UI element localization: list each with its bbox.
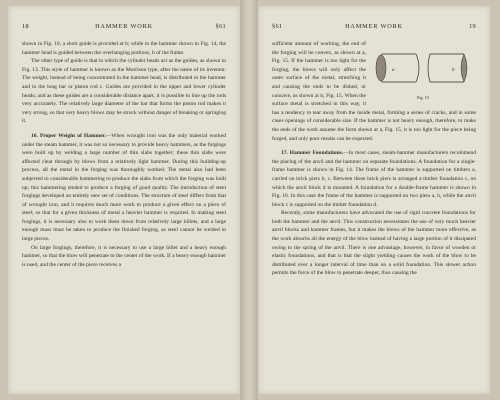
paragraph: On large forgings, therefore, it is necessary to use a large billet and a heavy enough hammer, so that the blow will penetrate to the center of the work. If a heavy enough hammer is used, and the center of the piece receives a bbox=[22, 244, 226, 268]
paragraph: Recently, some manufacturers have advocated the use of rigid concrete foundations for both the hammer and the anvil. This construction necessitates the use of very much heavier anvil blocks and hammer frames, but it makes the blows of the hammer more effective, as the work absorbs all the energy of the blow instead of having a large portion of it dissipated owing to the spring of the anvil. There is one advantage, however, in favor of wooden or elastic foundations, and that is that the slight yielding causes the work of the blow to be distributed over a longer interval of time than on a solid foundation. This slower action permits the force of the blow to penetrate deeper, thus causing the bbox=[272, 210, 476, 277]
right-page bbox=[258, 6, 490, 394]
right-page-body bbox=[272, 40, 476, 278]
section-marker: §61 bbox=[272, 23, 283, 30]
concave-end-shading bbox=[461, 54, 467, 82]
figure-label-a: a bbox=[392, 68, 395, 73]
section-heading: 16. Proper Weight of Hammer. bbox=[31, 132, 106, 139]
section-text: —When wrought iron was the only material worked under the steam hammer, it was not so necessary to provide heavy hammers, as the forgings were built up by welding a large number of thin slabs together; these thin slabs were affected clear through by blows from a relatively light hammer. During this building-up process, all the metal in the forging was thoroughly worked. The metal also had been subjected to considerable hammering to produce the slabs from which the forging was built up; this hammering tended to produce a forging of good quality. The introduction of steel forgings developed an entirely new set of conditions. The structure of steel differs from that of wrought iron, and it requires much more work to produce a given effect on a piece of steel; so that for a given thickness of metal a heavier hammer is required. In making steel forgings, it is necessary also to work them down from relatively large billets, and a large enough mass must be taken to produce the finished forging, as steel cannot be welded in large pieces. bbox=[22, 132, 226, 243]
section-paragraph bbox=[272, 149, 476, 209]
right-page-header bbox=[272, 23, 476, 33]
running-head: HAMMER WORK bbox=[345, 23, 403, 30]
paragraph: sufficient amount of working, the end of the forging will be convex, as shown at a, Fig. 15. If the hammer is too light for the forging, the blows will only affect the outer surface of the metal, stretching it and causing the ends to be dished, or concave, as shown at b, Fig. 15. When the surface metal is stretched in this way, it has a tendency to tear away from the inside metal, forming a series of cracks, and in some cases openings of considerable size. If the hammer is not heavy enough, therefore, to make the ends of the work assume the form shown at a, Fig. 15, it is too light for the piece being forged, and only poor results can be expected. bbox=[272, 41, 476, 142]
section-text: —In most cases, steam-hammer manufacturers recommend the placing of the anvil and the hammer on separate foundations. A foundation for a single-frame hammer is shown in Fig. 14. The frame of the hammer is supported on timbers a, carried on brick piers b, c. Between these brick piers is arranged a timber foundation c, on which the anvil block d is mounted. A foundation for a double-frame hammer is shown in Fig. 16. In this case the frame of the hammer is supported on two piers a, b, while the anvil block c is supported on the timber foundation d. bbox=[272, 150, 476, 208]
running-head: HAMMER WORK bbox=[95, 23, 153, 30]
figure-label-b: b bbox=[452, 68, 455, 73]
bar-break-right bbox=[428, 54, 430, 82]
page-number: 18 bbox=[22, 23, 29, 30]
convex-end-shading bbox=[376, 55, 386, 81]
bar-break-left bbox=[416, 54, 419, 82]
figure-caption: Fig. 15 bbox=[417, 95, 429, 100]
section-heading: 17. Hammer Foundations. bbox=[281, 150, 344, 157]
left-page-header bbox=[22, 23, 226, 33]
book-gutter bbox=[240, 0, 258, 400]
paragraph: The other type of guide is that in which the cylinder heads act as the guides, as shown in Fig. 13. This style of hammer is known as the Morrison type, after the name of its inventor. The weight, instead of being concentrated in the hammer head, is distributed in the hammer and in the long bar or piston rod c. Guides are provided in the upper and lower cylinder heads; and as these guides are a considerable distance apart, it is possible to line up the rods very accurately. The relatively large diameter of the bar that forms the piston rod makes it very strong, so that very heavy blows may be struck without danger of breaking or springing it. bbox=[22, 58, 226, 125]
left-page bbox=[8, 6, 240, 394]
page-number: 19 bbox=[469, 23, 476, 30]
figure-15 bbox=[370, 42, 476, 100]
section-paragraph bbox=[22, 132, 226, 244]
left-page-body bbox=[22, 40, 226, 269]
section-marker: §61 bbox=[215, 23, 226, 30]
forging-ends-illustration bbox=[370, 42, 476, 94]
paragraph: shown in Fig. 10, a short guide is provided at b; while in the hammer shown in Fig. 14, the hammer head is guided between the overhanging portions, b of the frame. bbox=[22, 41, 226, 56]
